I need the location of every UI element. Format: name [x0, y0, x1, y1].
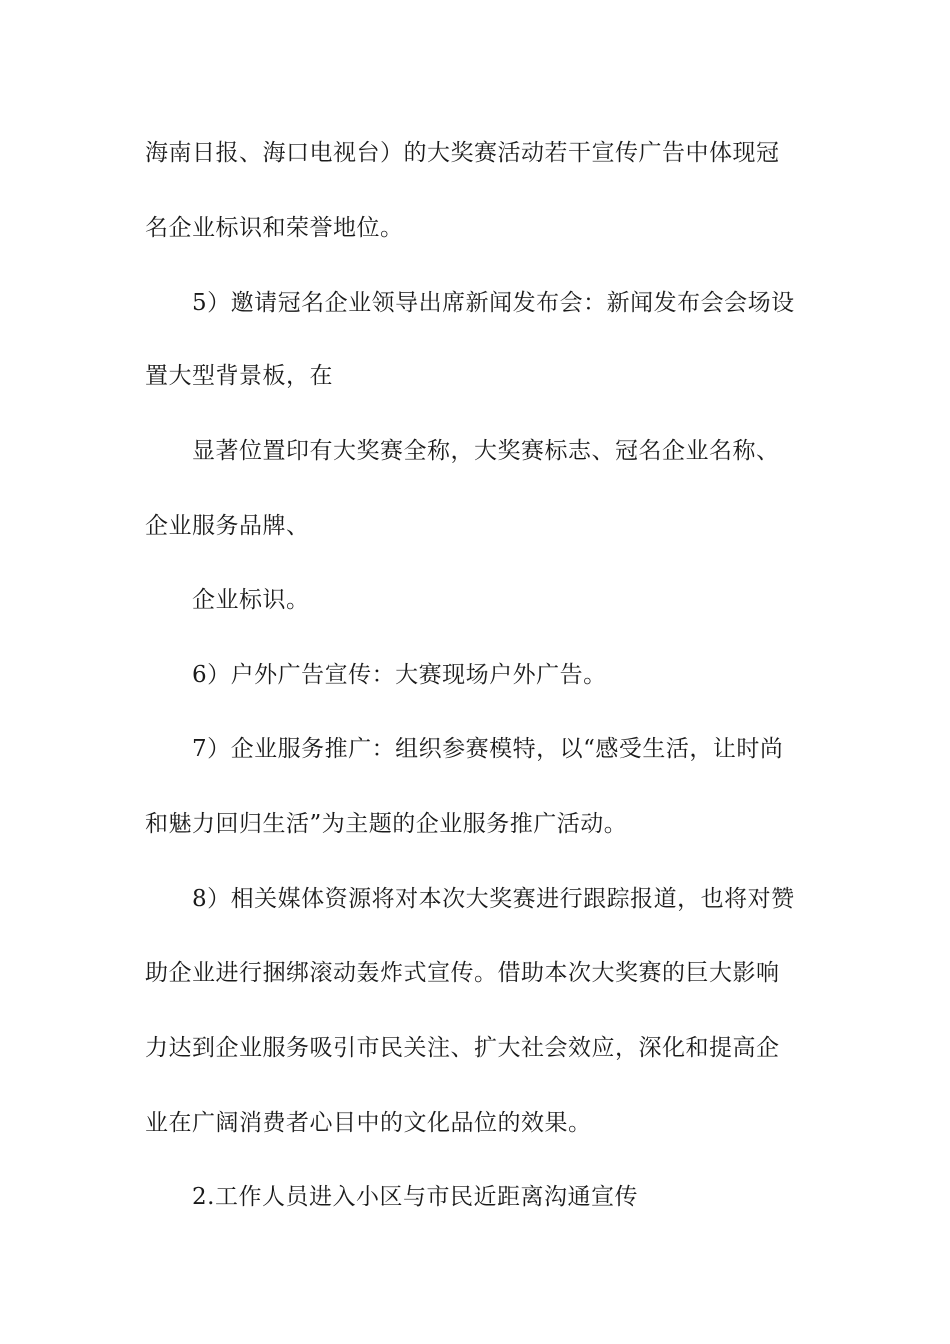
text-line-4: 置大型背景板，在	[145, 363, 333, 389]
section-heading: 2.工作人员进入小区与市民近距离沟通宣传	[192, 1184, 638, 1210]
text-line-2: 名企业标识和荣誉地位。	[145, 215, 404, 241]
text-line-12: 助企业进行捆绑滚动轰炸式宣传。借助本次大奖赛的巨大影响	[145, 960, 780, 986]
text-line-10: 和魅力回归生活”为主题的企业服务推广活动。	[145, 811, 628, 837]
text-line-14: 业在广阔消费者心目中的文化品位的效果。	[145, 1110, 592, 1136]
text-line-9: 7）企业服务推广：组织参赛模特，以“感受生活，让时尚	[192, 736, 784, 762]
text-line-13: 力达到企业服务吸引市民关注、扩大社会效应，深化和提高企	[145, 1035, 780, 1061]
text-line-1: 海南日报、海口电视台）的大奖赛活动若干宣传广告中体现冠	[145, 140, 780, 166]
text-line-5: 显著位置印有大奖赛全称，大奖赛标志、冠名企业名称、	[192, 438, 780, 464]
text-line-6: 企业服务品牌、	[145, 513, 310, 539]
text-line-7: 企业标识。	[192, 587, 310, 613]
text-line-11: 8）相关媒体资源将对本次大奖赛进行跟踪报道，也将对赞	[192, 886, 795, 912]
text-line-8: 6）户外广告宣传：大赛现场户外广告。	[192, 662, 607, 688]
text-line-3: 5）邀请冠名企业领导出席新闻发布会：新闻发布会会场设	[192, 290, 795, 316]
